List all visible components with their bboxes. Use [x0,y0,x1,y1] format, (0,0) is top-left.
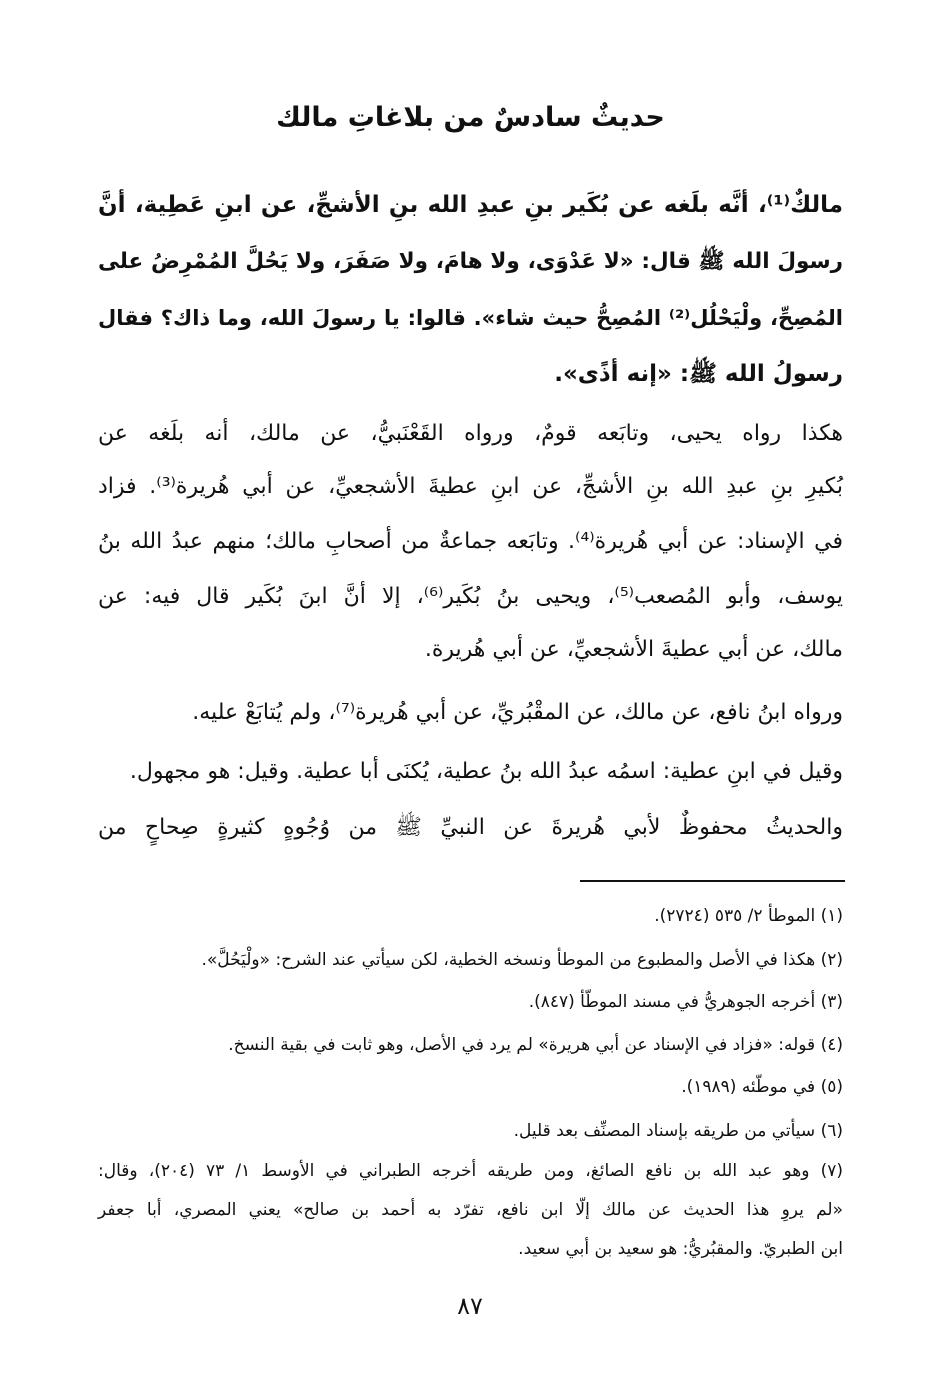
commentary-line: بُكيرِ بنِ عبدِ الله بنِ الأشجِّ، عن ابنِ عطيةَ الأشجعيِّ، عن أبي هُريرة⁽³⁾. فزاد [98,474,843,499]
footnote: (١) الموطأ ٢/ ٥٣٥ (٢٧٢٤). [654,906,843,926]
footnote: (٧) وهو عبد الله بن نافع الصائغ، ومن طريقه أخرجه الطبراني في الأوسط ١/ ٧٣ (٢٠٤)، وقال: [98,1161,843,1181]
footnote-separator [580,880,845,882]
hadith-line: المُصِحِّ، ولْيَحْلُل⁽²⁾ المُصِحُّ حيث شاء». قالوا: يا رسولَ الله، وما ذاك؟ فقال [98,306,843,330]
commentary-line: وقيل في ابنِ عطية: اسمُه عبدُ الله بنُ عطية، يُكنَى أبا عطية. وقيل: هو مجهول. [129,759,843,784]
page-number: ٨٧ [457,1292,483,1320]
commentary-line: يوسف، وأبو المُصعب⁽⁵⁾، ويحيى بنُ بُكَير⁽⁶⁾، إلا أنَّ ابنَ بُكَير قال فيه: عن [98,584,843,609]
hadith-line: رسولَ الله ﷺ قال: «لا عَدْوَى، ولا هامَ، ولا صَفَرَ، ولا يَحُلَّ المُمْرِضُ على [98,249,843,274]
footnote: (٦) سيأتي من طريقه بإسناد المصنِّف بعد قليل. [513,1121,843,1141]
footnote: (٣) أخرجه الجوهريُّ في مسند الموطّأ (٨٤٧). [528,992,843,1012]
commentary-line: هكذا رواه يحيى، وتابَعه قومٌ، ورواه القَعْنَبيُّ، عن مالك، أنه بلَغه عن [98,421,843,446]
hadith-line: مالكٌ⁽¹⁾، أنَّه بلَغه عن بُكَير بنِ عبدِ الله بنِ الأشجِّ، عن ابنِ عَطِية، أنَّ [98,192,843,218]
commentary-line: في الإسناد: عن أبي هُريرة⁽⁴⁾. وتابَعه جماعةٌ من أصحابِ مالك؛ منهم عبدُ الله بنُ [98,529,843,554]
commentary-line: والحديثُ محفوظٌ لأبي هُريرةَ عن النبيِّ ﷺ من وُجُوهٍ كثيرةٍ صِحاحٍ من [98,815,843,840]
footnote: ابن الطبريّ. والمقبُريُّ: هو سعيد بن أبي سعيد. [518,1239,843,1259]
footnote: (٤) قوله: «فزاد في الإسناد عن أبي هريرة» لم يرد في الأصل، وهو ثابت في بقية النسخ. [228,1035,843,1055]
footnote: «لم يروِ هذا الحديث عن مالك إلّا ابن نافع، تفرّد به أحمد بن صالح» يعني المصري، أبا جعفر [98,1200,843,1220]
commentary-line: ورواه ابنُ نافع، عن مالك، عن المقْبُريِّ، عن أبي هُريرة⁽⁷⁾، ولم يُتابَعْ عليه. [192,700,843,725]
hadith-line: رسولُ الله ﷺ: «إنه أذًى». [554,361,843,387]
footnote: (٥) في موطّئه (١٩٨٩). [681,1077,843,1097]
page-title: حديثٌ سادسٌ من بلاغاتِ مالك [276,102,665,133]
footnote: (٢) هكذا في الأصل والمطبوع من الموطأ ونسخه الخطية، لكن سيأتي عند الشرح: «ولْيَحُلَّ». [201,950,843,970]
commentary-line: مالك، عن أبي عطيةَ الأشجعيِّ، عن أبي هُريرة. [424,637,843,662]
